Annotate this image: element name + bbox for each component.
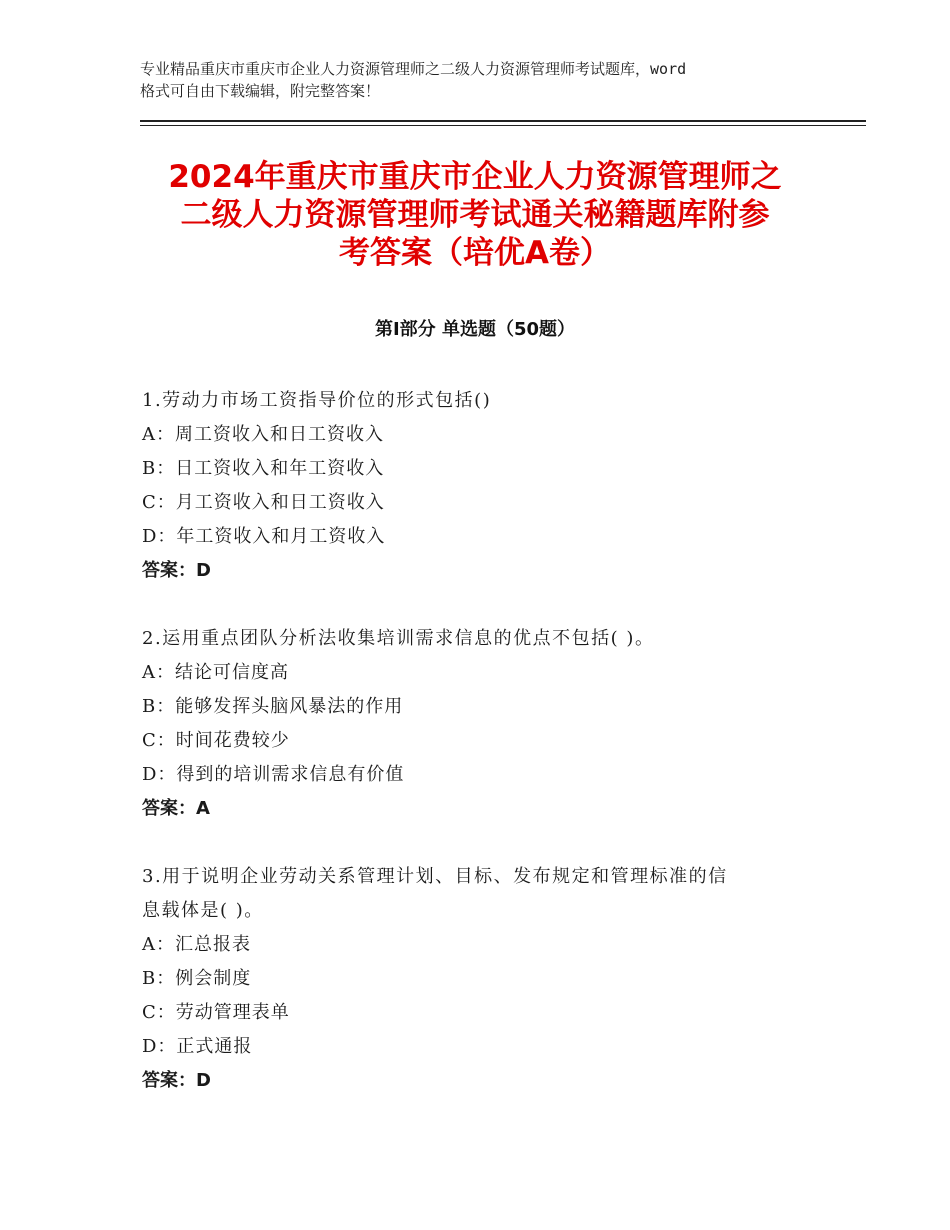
option-b: B：能够发挥头脑风暴法的作用 <box>142 696 404 717</box>
title-line: 考答案（培优A卷） <box>339 235 611 271</box>
header-divider-thick <box>140 120 866 122</box>
answer-label: 答案：D <box>142 1070 211 1091</box>
option-b: B：例会制度 <box>142 968 252 989</box>
option-c: C：时间花费较少 <box>142 730 290 751</box>
question-stem: 2.运用重点团队分析法收集培训需求信息的优点不包括( )。 <box>142 628 655 649</box>
option-b: B：日工资收入和年工资收入 <box>142 458 385 479</box>
header-note <box>140 58 840 102</box>
header-divider-thin <box>140 125 866 126</box>
option-c: C：劳动管理表单 <box>142 1002 290 1023</box>
title-line: 2024年重庆市重庆市企业人力资源管理师之 <box>168 159 782 195</box>
option-d: D：年工资收入和月工资收入 <box>142 526 386 547</box>
answer-label: 答案：A <box>142 798 210 819</box>
answer-label: 答案：D <box>142 560 211 581</box>
option-d: D：得到的培训需求信息有价值 <box>142 764 405 785</box>
question-stem: 息载体是( )。 <box>142 900 264 921</box>
section-heading: 第Ⅰ部分 单选题（50题） <box>374 319 575 340</box>
option-a: A：结论可信度高 <box>142 662 289 683</box>
question-2 <box>142 622 822 826</box>
option-a: A：周工资收入和日工资收入 <box>142 424 384 445</box>
question-3 <box>142 860 822 1098</box>
option-a: A：汇总报表 <box>142 934 251 955</box>
question-stem: 3.用于说明企业劳动关系管理计划、目标、发布规定和管理标准的信 <box>142 866 728 887</box>
question-list <box>142 384 822 1132</box>
option-d: D：正式通报 <box>142 1036 253 1057</box>
header-note-line: 专业精品重庆市重庆市企业人力资源管理师之二级人力资源管理师考试题库，word <box>140 60 687 78</box>
option-c: C：月工资收入和日工资收入 <box>142 492 385 513</box>
title-line: 二级人力资源管理师考试通关秘籍题库附参 <box>180 197 770 233</box>
document-title <box>100 158 850 272</box>
question-1 <box>142 384 822 588</box>
header-note-line: 格式可自由下载编辑，附完整答案！ <box>140 82 381 100</box>
question-stem: 1.劳动力市场工资指导价位的形式包括() <box>142 390 492 411</box>
